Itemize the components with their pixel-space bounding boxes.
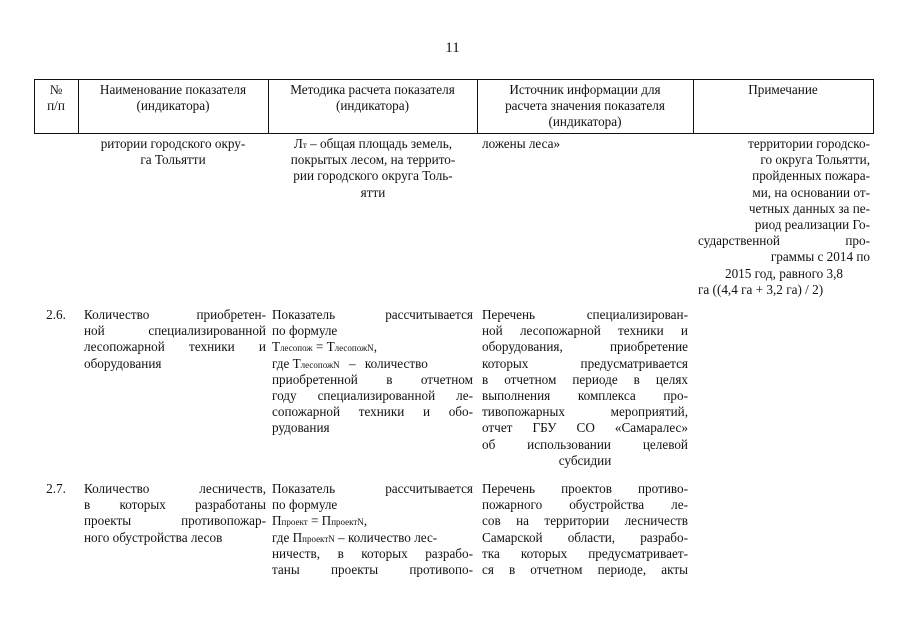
row-2-6-source: Перечень специализирован- ной лесопожарной техники и оборудования, приобретение которых предусматривается в отчетном периоде в целях выполнения комплекса про- тивопожарных мероприятий, отчет ГБУ СО «Самаралес» об использовании целевой субсидии xyxy=(482,307,688,468)
row-2-6-method: Показатель рассчитывается по формуле Тлесопож = ТлесопожN, где ТлесопожN – количество приобретенной в отчетном году специализированной ле- сопожарной техники и обо- рудования xyxy=(272,307,473,436)
header-method: Методика расчета показателя (индикатора) xyxy=(290,82,455,114)
header-name: Наименование показателя (индикатора) xyxy=(99,82,247,114)
cont-note-cell: территории городско- го округа Тольятти, пройденных пожара- ми, на основании от- четных данных за пе- риод реализации Го- сударственной про- граммы с 2014 по 2015 год, равного 3,8 га ((4,4 га + 3,2 га) / 2) xyxy=(698,136,870,297)
page-number: 11 xyxy=(445,40,460,56)
cont-name-cell: ритории городского окру- га Тольятти xyxy=(100,136,246,168)
cont-method-cell: Лт – общая площадь земель, покрытых лесом, на террито- рии городского округа Толь- ятти xyxy=(290,136,456,200)
cont-source-cell: ложены леса» xyxy=(482,136,561,151)
header-note: Примечание xyxy=(748,82,818,97)
row-2-7-name: Количество лесничеств, в которых разработаны проекты противопожар- ного обустройства лесов xyxy=(84,481,266,545)
row-2-7-source: Перечень проектов противо- пожарного обустройства ле- сов на территории лесничеств Самарской области, разрабо- тка которых предусматривает- ся в отчетном периоде, акты xyxy=(482,481,688,578)
col-rule-right xyxy=(873,79,874,134)
header-num: № п/п xyxy=(47,82,65,114)
table-top-rule xyxy=(34,79,874,80)
header-source: Источник информации для расчета значения показателя (индикатора) xyxy=(505,82,665,130)
header-bottom-rule xyxy=(34,133,874,134)
row-2-7-method: Показатель рассчитывается по формуле Ппроект = ПпроектN, где ПпроектN – количество лес- ничеств, в которых разрабо- таны проекты противопо- xyxy=(272,481,473,578)
row-2-7-num: 2.7. xyxy=(46,481,66,496)
row-2-6-num: 2.6. xyxy=(46,307,66,322)
row-2-6-name: Количество приобретен- ной специализированной лесопожарной техники и оборудования xyxy=(84,307,266,371)
